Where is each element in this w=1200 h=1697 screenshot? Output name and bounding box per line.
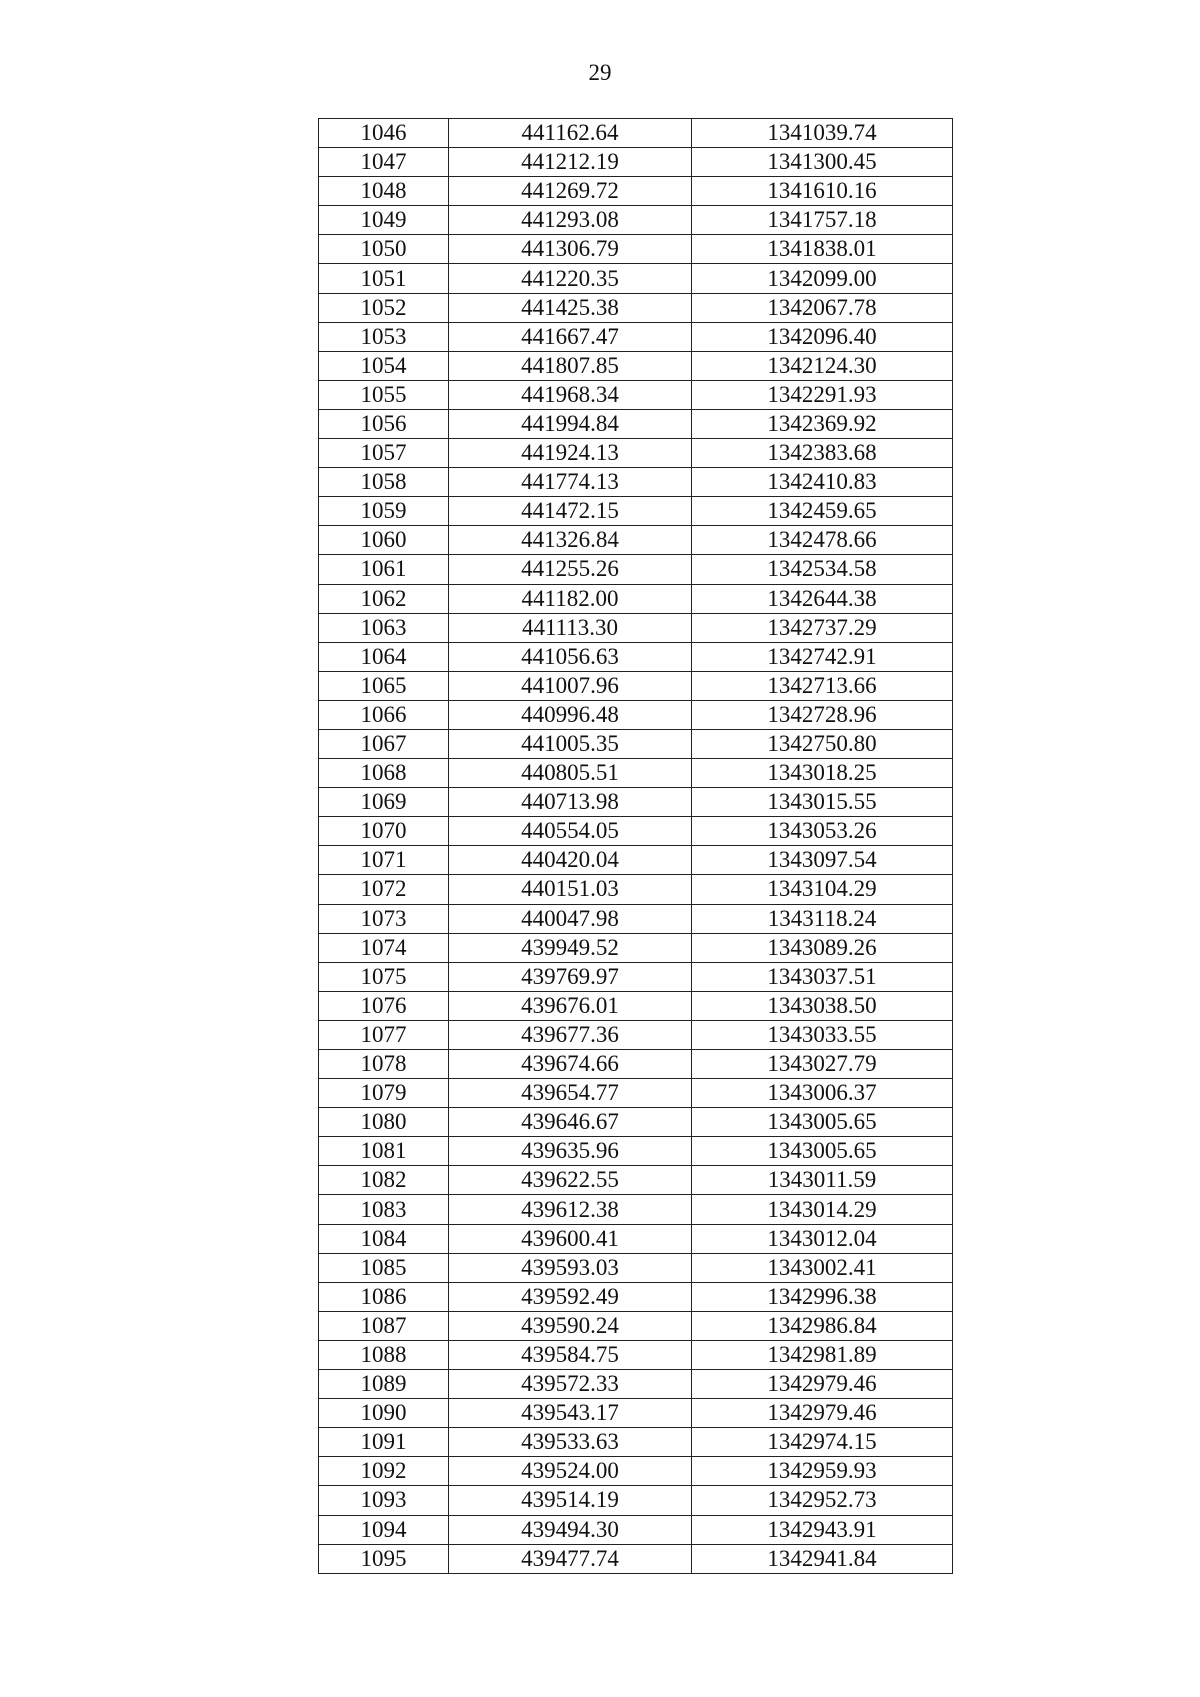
x-coordinate-cell: 441005.35 bbox=[449, 729, 692, 758]
table-row bbox=[319, 351, 953, 380]
y-coordinate-cell: 1342067.78 bbox=[692, 293, 953, 322]
table-row bbox=[319, 119, 953, 148]
x-coordinate-cell: 441007.96 bbox=[449, 671, 692, 700]
table-row bbox=[319, 671, 953, 700]
x-coordinate-cell: 440713.98 bbox=[449, 788, 692, 817]
x-coordinate-cell: 441306.79 bbox=[449, 235, 692, 264]
x-coordinate-cell: 439494.30 bbox=[449, 1515, 692, 1544]
y-coordinate-cell: 1342096.40 bbox=[692, 322, 953, 351]
y-coordinate-cell: 1342943.91 bbox=[692, 1515, 953, 1544]
table-row bbox=[319, 1370, 953, 1399]
table-row bbox=[319, 933, 953, 962]
point-number-cell: 1062 bbox=[319, 584, 449, 613]
x-coordinate-cell: 440047.98 bbox=[449, 904, 692, 933]
y-coordinate-cell: 1342728.96 bbox=[692, 700, 953, 729]
point-number-cell: 1074 bbox=[319, 933, 449, 962]
x-coordinate-cell: 439612.38 bbox=[449, 1195, 692, 1224]
y-coordinate-cell: 1342291.93 bbox=[692, 380, 953, 409]
table-row bbox=[319, 380, 953, 409]
table-row bbox=[319, 1399, 953, 1428]
table-row bbox=[319, 700, 953, 729]
y-coordinate-cell: 1343011.59 bbox=[692, 1166, 953, 1195]
x-coordinate-cell: 439635.96 bbox=[449, 1137, 692, 1166]
y-coordinate-cell: 1343033.55 bbox=[692, 1020, 953, 1049]
x-coordinate-cell: 440151.03 bbox=[449, 875, 692, 904]
x-coordinate-cell: 439654.77 bbox=[449, 1079, 692, 1108]
point-number-cell: 1049 bbox=[319, 206, 449, 235]
point-number-cell: 1093 bbox=[319, 1486, 449, 1515]
y-coordinate-cell: 1342979.46 bbox=[692, 1399, 953, 1428]
x-coordinate-cell: 439514.19 bbox=[449, 1486, 692, 1515]
point-number-cell: 1069 bbox=[319, 788, 449, 817]
x-coordinate-cell: 441472.15 bbox=[449, 497, 692, 526]
y-coordinate-cell: 1343005.65 bbox=[692, 1137, 953, 1166]
table-row bbox=[319, 846, 953, 875]
x-coordinate-cell: 441056.63 bbox=[449, 642, 692, 671]
y-coordinate-cell: 1341300.45 bbox=[692, 148, 953, 177]
x-coordinate-cell: 439477.74 bbox=[449, 1544, 692, 1573]
table-row bbox=[319, 1020, 953, 1049]
y-coordinate-cell: 1342952.73 bbox=[692, 1486, 953, 1515]
point-number-cell: 1048 bbox=[319, 177, 449, 206]
table-row bbox=[319, 991, 953, 1020]
table-row bbox=[319, 206, 953, 235]
point-number-cell: 1065 bbox=[319, 671, 449, 700]
page-number: 29 bbox=[588, 60, 612, 85]
table-row bbox=[319, 642, 953, 671]
point-number-cell: 1088 bbox=[319, 1340, 449, 1369]
x-coordinate-cell: 441326.84 bbox=[449, 526, 692, 555]
y-coordinate-cell: 1342750.80 bbox=[692, 729, 953, 758]
point-number-cell: 1046 bbox=[319, 119, 449, 148]
point-number-cell: 1084 bbox=[319, 1224, 449, 1253]
table-row bbox=[319, 497, 953, 526]
point-number-cell: 1072 bbox=[319, 875, 449, 904]
y-coordinate-cell: 1342478.66 bbox=[692, 526, 953, 555]
table-row bbox=[319, 1457, 953, 1486]
point-number-cell: 1056 bbox=[319, 409, 449, 438]
x-coordinate-cell: 439600.41 bbox=[449, 1224, 692, 1253]
table-row bbox=[319, 177, 953, 206]
point-number-cell: 1071 bbox=[319, 846, 449, 875]
x-coordinate-cell: 441425.38 bbox=[449, 293, 692, 322]
table-row bbox=[319, 875, 953, 904]
y-coordinate-cell: 1343012.04 bbox=[692, 1224, 953, 1253]
x-coordinate-cell: 441994.84 bbox=[449, 409, 692, 438]
y-coordinate-cell: 1342981.89 bbox=[692, 1340, 953, 1369]
x-coordinate-cell: 439677.36 bbox=[449, 1020, 692, 1049]
table-row bbox=[319, 759, 953, 788]
table-row bbox=[319, 322, 953, 351]
y-coordinate-cell: 1341757.18 bbox=[692, 206, 953, 235]
y-coordinate-cell: 1342410.83 bbox=[692, 468, 953, 497]
y-coordinate-cell: 1342737.29 bbox=[692, 613, 953, 642]
table-row bbox=[319, 264, 953, 293]
x-coordinate-cell: 439646.67 bbox=[449, 1108, 692, 1137]
point-number-cell: 1080 bbox=[319, 1108, 449, 1137]
coordinates-table-body bbox=[319, 119, 953, 1574]
point-number-cell: 1055 bbox=[319, 380, 449, 409]
table-row bbox=[319, 817, 953, 846]
x-coordinate-cell: 439543.17 bbox=[449, 1399, 692, 1428]
y-coordinate-cell: 1341838.01 bbox=[692, 235, 953, 264]
y-coordinate-cell: 1342742.91 bbox=[692, 642, 953, 671]
point-number-cell: 1076 bbox=[319, 991, 449, 1020]
point-number-cell: 1085 bbox=[319, 1253, 449, 1282]
table-row bbox=[319, 526, 953, 555]
y-coordinate-cell: 1342996.38 bbox=[692, 1282, 953, 1311]
x-coordinate-cell: 441293.08 bbox=[449, 206, 692, 235]
point-number-cell: 1082 bbox=[319, 1166, 449, 1195]
table-row bbox=[319, 788, 953, 817]
y-coordinate-cell: 1342124.30 bbox=[692, 351, 953, 380]
point-number-cell: 1050 bbox=[319, 235, 449, 264]
x-coordinate-cell: 439676.01 bbox=[449, 991, 692, 1020]
coordinates-table bbox=[318, 118, 953, 1574]
y-coordinate-cell: 1343089.26 bbox=[692, 933, 953, 962]
point-number-cell: 1091 bbox=[319, 1428, 449, 1457]
table-row bbox=[319, 584, 953, 613]
y-coordinate-cell: 1342959.93 bbox=[692, 1457, 953, 1486]
y-coordinate-cell: 1343037.51 bbox=[692, 962, 953, 991]
y-coordinate-cell: 1342986.84 bbox=[692, 1311, 953, 1340]
y-coordinate-cell: 1342979.46 bbox=[692, 1370, 953, 1399]
table-row bbox=[319, 1166, 953, 1195]
point-number-cell: 1066 bbox=[319, 700, 449, 729]
y-coordinate-cell: 1343027.79 bbox=[692, 1050, 953, 1079]
y-coordinate-cell: 1343097.54 bbox=[692, 846, 953, 875]
point-number-cell: 1057 bbox=[319, 439, 449, 468]
point-number-cell: 1086 bbox=[319, 1282, 449, 1311]
x-coordinate-cell: 441182.00 bbox=[449, 584, 692, 613]
point-number-cell: 1051 bbox=[319, 264, 449, 293]
point-number-cell: 1083 bbox=[319, 1195, 449, 1224]
table-row bbox=[319, 1311, 953, 1340]
point-number-cell: 1094 bbox=[319, 1515, 449, 1544]
x-coordinate-cell: 441968.34 bbox=[449, 380, 692, 409]
y-coordinate-cell: 1342383.68 bbox=[692, 439, 953, 468]
x-coordinate-cell: 439592.49 bbox=[449, 1282, 692, 1311]
x-coordinate-cell: 439524.00 bbox=[449, 1457, 692, 1486]
table-row bbox=[319, 613, 953, 642]
x-coordinate-cell: 439769.97 bbox=[449, 962, 692, 991]
x-coordinate-cell: 439584.75 bbox=[449, 1340, 692, 1369]
point-number-cell: 1070 bbox=[319, 817, 449, 846]
table-row bbox=[319, 729, 953, 758]
y-coordinate-cell: 1342644.38 bbox=[692, 584, 953, 613]
point-number-cell: 1047 bbox=[319, 148, 449, 177]
y-coordinate-cell: 1343104.29 bbox=[692, 875, 953, 904]
table-row bbox=[319, 1195, 953, 1224]
y-coordinate-cell: 1343053.26 bbox=[692, 817, 953, 846]
point-number-cell: 1095 bbox=[319, 1544, 449, 1573]
point-number-cell: 1058 bbox=[319, 468, 449, 497]
point-number-cell: 1064 bbox=[319, 642, 449, 671]
y-coordinate-cell: 1342369.92 bbox=[692, 409, 953, 438]
x-coordinate-cell: 441255.26 bbox=[449, 555, 692, 584]
point-number-cell: 1092 bbox=[319, 1457, 449, 1486]
point-number-cell: 1075 bbox=[319, 962, 449, 991]
table-row bbox=[319, 1050, 953, 1079]
point-number-cell: 1090 bbox=[319, 1399, 449, 1428]
y-coordinate-cell: 1343018.25 bbox=[692, 759, 953, 788]
y-coordinate-cell: 1343118.24 bbox=[692, 904, 953, 933]
table-row bbox=[319, 1224, 953, 1253]
point-number-cell: 1087 bbox=[319, 1311, 449, 1340]
x-coordinate-cell: 441269.72 bbox=[449, 177, 692, 206]
x-coordinate-cell: 441212.19 bbox=[449, 148, 692, 177]
table-row bbox=[319, 1108, 953, 1137]
y-coordinate-cell: 1341039.74 bbox=[692, 119, 953, 148]
x-coordinate-cell: 441807.85 bbox=[449, 351, 692, 380]
point-number-cell: 1068 bbox=[319, 759, 449, 788]
x-coordinate-cell: 439622.55 bbox=[449, 1166, 692, 1195]
table-row bbox=[319, 439, 953, 468]
y-coordinate-cell: 1343006.37 bbox=[692, 1079, 953, 1108]
x-coordinate-cell: 441220.35 bbox=[449, 264, 692, 293]
table-row bbox=[319, 962, 953, 991]
y-coordinate-cell: 1342941.84 bbox=[692, 1544, 953, 1573]
table-row bbox=[319, 1137, 953, 1166]
point-number-cell: 1052 bbox=[319, 293, 449, 322]
point-number-cell: 1067 bbox=[319, 729, 449, 758]
table-row bbox=[319, 1079, 953, 1108]
point-number-cell: 1053 bbox=[319, 322, 449, 351]
y-coordinate-cell: 1343015.55 bbox=[692, 788, 953, 817]
table-row bbox=[319, 1282, 953, 1311]
table-row bbox=[319, 1515, 953, 1544]
y-coordinate-cell: 1343005.65 bbox=[692, 1108, 953, 1137]
x-coordinate-cell: 439593.03 bbox=[449, 1253, 692, 1282]
table-row bbox=[319, 293, 953, 322]
y-coordinate-cell: 1342099.00 bbox=[692, 264, 953, 293]
x-coordinate-cell: 441924.13 bbox=[449, 439, 692, 468]
point-number-cell: 1073 bbox=[319, 904, 449, 933]
x-coordinate-cell: 439572.33 bbox=[449, 1370, 692, 1399]
table-row bbox=[319, 1253, 953, 1282]
y-coordinate-cell: 1343002.41 bbox=[692, 1253, 953, 1282]
x-coordinate-cell: 441774.13 bbox=[449, 468, 692, 497]
x-coordinate-cell: 440805.51 bbox=[449, 759, 692, 788]
point-number-cell: 1089 bbox=[319, 1370, 449, 1399]
point-number-cell: 1063 bbox=[319, 613, 449, 642]
table-row bbox=[319, 468, 953, 497]
y-coordinate-cell: 1342974.15 bbox=[692, 1428, 953, 1457]
y-coordinate-cell: 1343038.50 bbox=[692, 991, 953, 1020]
x-coordinate-cell: 440420.04 bbox=[449, 846, 692, 875]
table-row bbox=[319, 1340, 953, 1369]
point-number-cell: 1077 bbox=[319, 1020, 449, 1049]
table-row bbox=[319, 235, 953, 264]
x-coordinate-cell: 439533.63 bbox=[449, 1428, 692, 1457]
point-number-cell: 1078 bbox=[319, 1050, 449, 1079]
point-number-cell: 1060 bbox=[319, 526, 449, 555]
table-row bbox=[319, 409, 953, 438]
x-coordinate-cell: 440996.48 bbox=[449, 700, 692, 729]
x-coordinate-cell: 441113.30 bbox=[449, 613, 692, 642]
y-coordinate-cell: 1343014.29 bbox=[692, 1195, 953, 1224]
point-number-cell: 1054 bbox=[319, 351, 449, 380]
y-coordinate-cell: 1341610.16 bbox=[692, 177, 953, 206]
x-coordinate-cell: 439949.52 bbox=[449, 933, 692, 962]
y-coordinate-cell: 1342534.58 bbox=[692, 555, 953, 584]
point-number-cell: 1081 bbox=[319, 1137, 449, 1166]
table-row bbox=[319, 1544, 953, 1573]
table-row bbox=[319, 1428, 953, 1457]
x-coordinate-cell: 441667.47 bbox=[449, 322, 692, 351]
table-row bbox=[319, 904, 953, 933]
x-coordinate-cell: 439674.66 bbox=[449, 1050, 692, 1079]
x-coordinate-cell: 440554.05 bbox=[449, 817, 692, 846]
point-number-cell: 1059 bbox=[319, 497, 449, 526]
point-number-cell: 1061 bbox=[319, 555, 449, 584]
table-row bbox=[319, 148, 953, 177]
x-coordinate-cell: 439590.24 bbox=[449, 1311, 692, 1340]
table-row bbox=[319, 1486, 953, 1515]
y-coordinate-cell: 1342459.65 bbox=[692, 497, 953, 526]
table-row bbox=[319, 555, 953, 584]
y-coordinate-cell: 1342713.66 bbox=[692, 671, 953, 700]
x-coordinate-cell: 441162.64 bbox=[449, 119, 692, 148]
point-number-cell: 1079 bbox=[319, 1079, 449, 1108]
